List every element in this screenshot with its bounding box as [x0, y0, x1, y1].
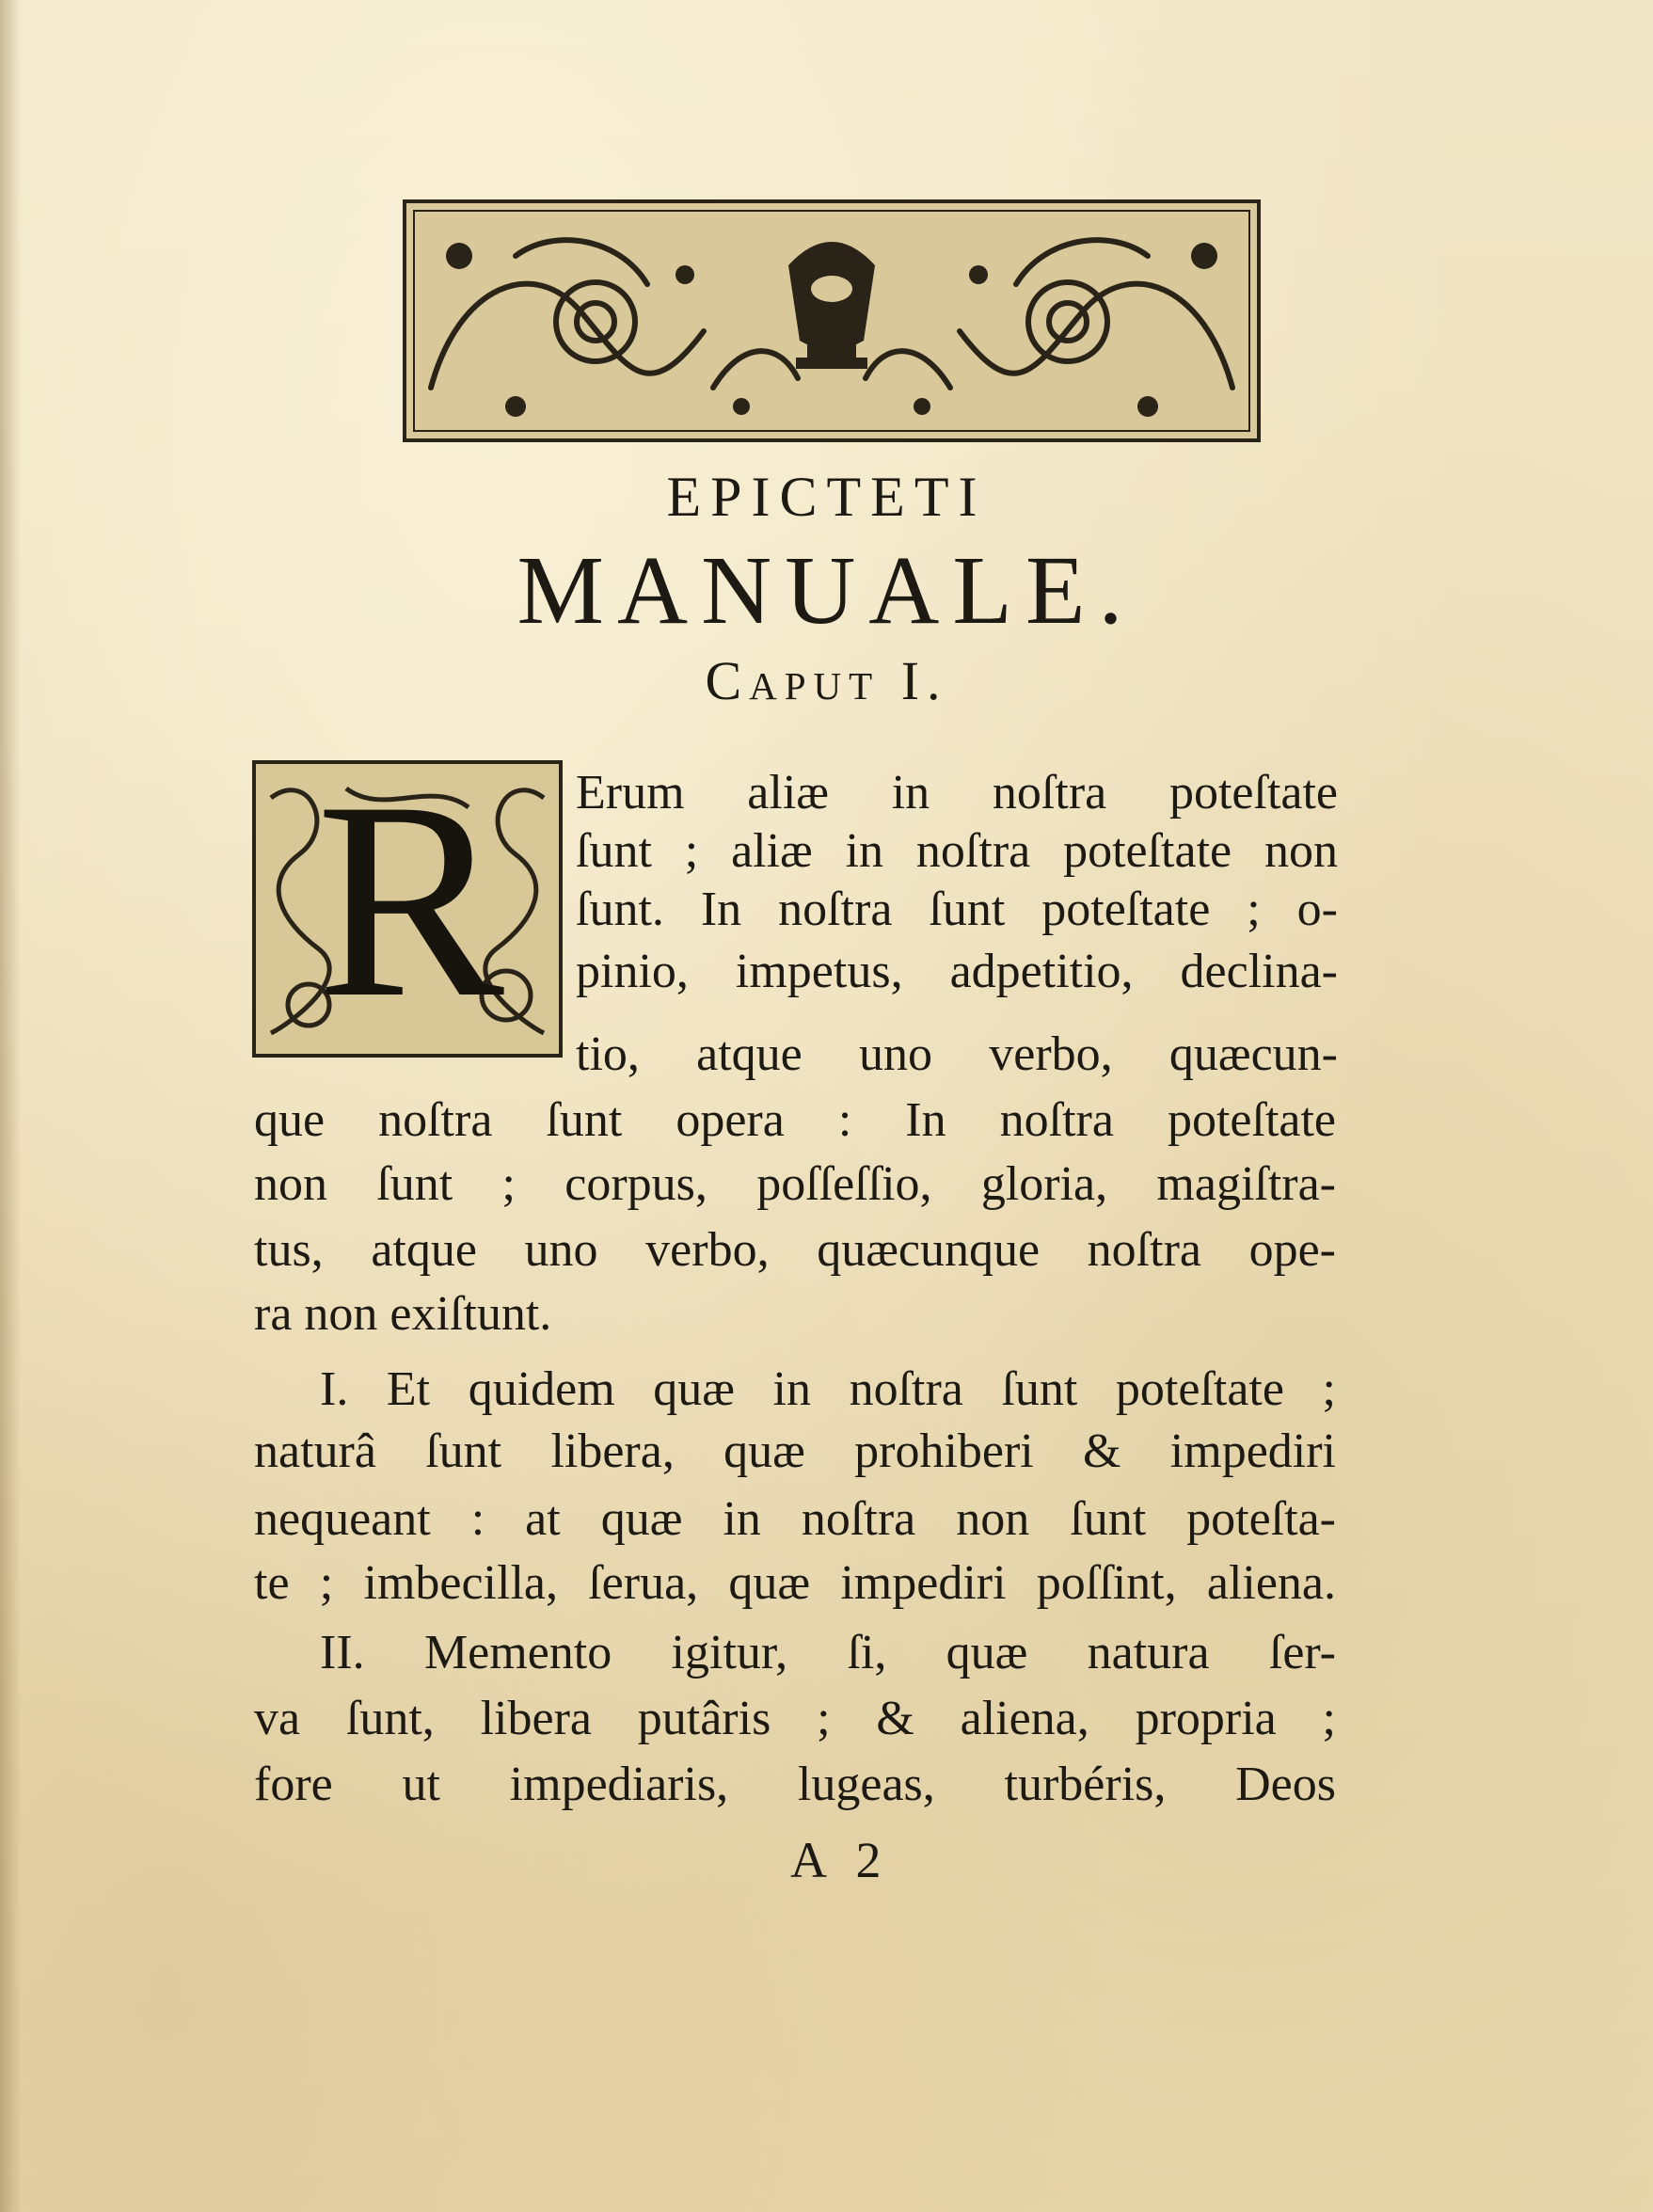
text-line: non ſunt ; corpus, poſſeſſio, gloria, magiſtra- [254, 1157, 1336, 1211]
text-line: ſunt ; aliæ in noſtra poteſtate non [576, 824, 1338, 878]
title-manuale: MANUALE. [517, 536, 1136, 645]
decorated-initial [252, 743, 563, 1058]
text-line: tio, atque uno verbo, quæcun- [576, 1027, 1338, 1081]
page-edge-shadow [0, 0, 21, 2212]
chapter-heading: Caput I. [705, 650, 948, 711]
text-line: fore ut impediaris, lugeas, turbéris, Deos [254, 1758, 1336, 1811]
text-line: va ſunt, libera putâris ; & aliena, propria ; [254, 1692, 1336, 1745]
text-line: I. Et quidem quæ in noſtra ſunt poteſtate ; [320, 1362, 1336, 1416]
text-line: te ; imbecilla, ſerua, quæ impediri poſſint, aliena. [254, 1556, 1336, 1610]
text-line: que noſtra ſunt opera : In noſtra poteſtate [254, 1093, 1336, 1147]
text-line: nequeant : at quæ in noſtra non ſunt poteſta- [254, 1492, 1336, 1546]
text-line: II. Memento igitur, ſi, quæ natura ſer- [320, 1626, 1336, 1679]
title-epicteti: EPICTETI [666, 466, 987, 528]
text-line: ra non exiſtunt. [254, 1287, 552, 1341]
ornamental-headpiece [403, 199, 1261, 442]
text-line: tus, atque uno verbo, quæcunque noſtra ope- [254, 1223, 1336, 1277]
text-line: pinio, impetus, adpetitio, declina- [576, 945, 1338, 998]
text-line: ſunt. In noſtra ſunt poteſtate ; o- [576, 883, 1338, 936]
signature-mark: A 2 [790, 1832, 891, 1888]
initial-letter: R [315, 743, 505, 1056]
text-line: naturâ ſunt libera, quæ prohiberi & impediri [254, 1424, 1336, 1478]
text-line: Erum aliæ in noſtra poteſtate [576, 766, 1338, 820]
